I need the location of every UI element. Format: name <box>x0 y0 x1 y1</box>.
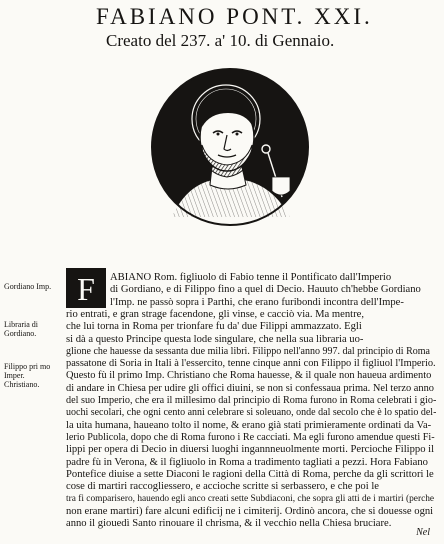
text-line: glione che hauesse da sessanta due milia libri. Filippo nell'anno 997. dal principio di Roma <box>66 345 430 357</box>
pope-portrait-icon <box>150 67 310 227</box>
drop-cap-icon <box>66 268 106 308</box>
text-line: Pontefice diuise a sette Diaconi le ragioni della Città di Roma, perche da gli scrittori le <box>66 468 434 480</box>
text-line: la uita humana, haueano tolto il nome, & erano già stati primieramente ordinati da Va- <box>66 419 432 431</box>
text-line: uochi secolari, che ogni cento anni celebrare si soleuano, onde dal secolo che è lo spatio del- <box>66 407 436 419</box>
text-line: cose di martiri raccogliessero, e accioche scritte si serbassero, e che poi le <box>66 481 379 493</box>
text-line: del suo Imperio, che era il millesimo dal principio di Roma furono in Roma celebrati i gio- <box>66 395 436 406</box>
text-line: anno il giouedì Santo rinouare il chrisma, & il vecchio nella Chiesa bruciare. <box>66 518 392 529</box>
text-line: rio entrati, e gran strage facendone, gli vinse, e cacciò via. Ma mentre, <box>66 308 364 320</box>
drop-cap-letter: F <box>77 271 95 307</box>
portrait-medallion-svg <box>150 67 310 227</box>
text-line: tra fi comparisero, hauendo egli anco creati sette Subdiaconi, che sopra gli atti de i martiri (perche <box>66 494 435 505</box>
margin-note-libraria: Libraria di Gordiano. <box>4 320 38 338</box>
text-line: l'Imp. ne passò sopra i Parthi, che erano furibondi incontra dell'Impe- <box>110 296 404 308</box>
text-line: si dà a questo Principe questa lode singulare, che nella sua libraria uo- <box>66 333 364 345</box>
text-line: che lui torna in Roma per trionfare fu da' due Filippi ammazzato. Egli <box>66 321 362 333</box>
text-line: ABIANO Rom. figliuolo di Fabio tenne il Pontificato dall'Imperio <box>110 272 392 283</box>
margin-note-gordiano: Gordiano Imp. <box>4 282 52 291</box>
page-title: FABIANO PONT. XXI. <box>96 4 373 29</box>
text-line: padre fù in Verona, & il figliuolo in Roma a tradimento tagliati a pezzi. Hora Fabiano <box>66 456 428 468</box>
text-line: lippi per opera di Decio in diuersi luoghi ingannneuolmente morti. Percioche Filippo il <box>66 444 435 456</box>
text-line: non erane martiri) fare alcuni edificij ne i cimiterij. Ordinò ancora, che si douesse ogni <box>66 505 434 517</box>
text-line: Questo fù il primo Imp. Christiano che Roma hauesse, & il quale non haueua ardimento <box>66 370 432 382</box>
text-line: di andare in Chiesa per udire gli offici diuini, se non si confessaua prima. Nel terzo anno <box>66 382 434 394</box>
drop-cap-svg <box>66 268 106 308</box>
margin-note-filippo: Filippo pri mo Imper. Christiano. <box>4 362 51 389</box>
text-line: di Gordiano, e di Filippo fino a quel di Decio. Hauuto ch'hebbe Gordiano <box>110 284 421 296</box>
text-line: passatone di Soria in Itali à l'essercito, tenne cinque anni con Filippo il figliuol l'Imperio. <box>66 358 436 370</box>
page-subtitle: Creato del 237. a' 10. di Gennaio. <box>106 31 335 50</box>
text-line: lerio Publicola, dopo che di Roma furono i Re cacciati. Ma egli furono amendue questi Fi- <box>66 431 435 443</box>
catchword: Nel <box>416 527 430 538</box>
